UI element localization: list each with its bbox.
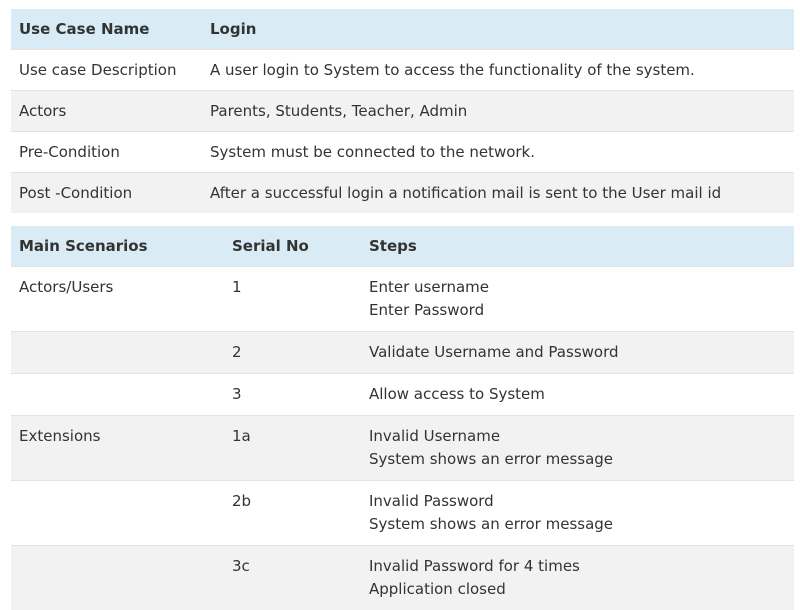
- steps-cell: [361, 546, 794, 610]
- step-line: Invalid Password: [369, 490, 794, 513]
- row-value: System must be connected to the network.: [202, 132, 794, 173]
- row-label: Post -Condition: [11, 173, 202, 214]
- table-row: [11, 481, 794, 546]
- table-row: [11, 332, 794, 374]
- serial-cell: 3c: [224, 546, 361, 610]
- scenario-cell: [11, 374, 224, 416]
- serial-cell: 2b: [224, 481, 361, 546]
- serial-cell: 2: [224, 332, 361, 374]
- serial-cell: 1a: [224, 416, 361, 481]
- use-case-header-row: [11, 9, 794, 50]
- table-row: [11, 267, 794, 332]
- step-line: Invalid Username: [369, 425, 794, 448]
- step-line: System shows an error message: [369, 513, 794, 536]
- use-case-table: [11, 9, 794, 213]
- steps-cell: [361, 332, 794, 374]
- row-label: Use case Description: [11, 50, 202, 91]
- steps-header: Steps: [361, 226, 794, 267]
- scenarios-table: [11, 226, 794, 610]
- step-line: Validate Username and Password: [369, 341, 794, 364]
- table-row: [11, 173, 794, 214]
- steps-cell: [361, 481, 794, 546]
- scenario-cell: [11, 332, 224, 374]
- table-row: [11, 416, 794, 481]
- row-value: A user login to System to access the functionality of the system.: [202, 50, 794, 91]
- step-line: System shows an error message: [369, 448, 794, 471]
- scenario-cell: [11, 546, 224, 610]
- row-value: Parents, Students, Teacher, Admin: [202, 91, 794, 132]
- steps-cell: [361, 374, 794, 416]
- scenario-cell: Extensions: [11, 416, 224, 481]
- steps-cell: [361, 416, 794, 481]
- scenario-cell: Actors/Users: [11, 267, 224, 332]
- serial-cell: 1: [224, 267, 361, 332]
- step-line: Invalid Password for 4 times: [369, 555, 794, 578]
- table-row: [11, 50, 794, 91]
- table-row: [11, 374, 794, 416]
- steps-cell: [361, 267, 794, 332]
- step-line: Application closed: [369, 578, 794, 601]
- scenarios-header-row: [11, 226, 794, 267]
- step-line: Allow access to System: [369, 383, 794, 406]
- use-case-name-label: Use Case Name: [11, 9, 202, 50]
- table-row: [11, 546, 794, 610]
- main-scenarios-header: Main Scenarios: [11, 226, 224, 267]
- row-value: After a successful login a notification mail is sent to the User mail id: [202, 173, 794, 214]
- row-label: Pre-Condition: [11, 132, 202, 173]
- use-case-name-value: Login: [202, 9, 794, 50]
- serial-no-header: Serial No: [224, 226, 361, 267]
- step-line: Enter Password: [369, 299, 794, 322]
- row-label: Actors: [11, 91, 202, 132]
- table-row: [11, 132, 794, 173]
- serial-cell: 3: [224, 374, 361, 416]
- scenario-cell: [11, 481, 224, 546]
- table-row: [11, 91, 794, 132]
- step-line: Enter username: [369, 276, 794, 299]
